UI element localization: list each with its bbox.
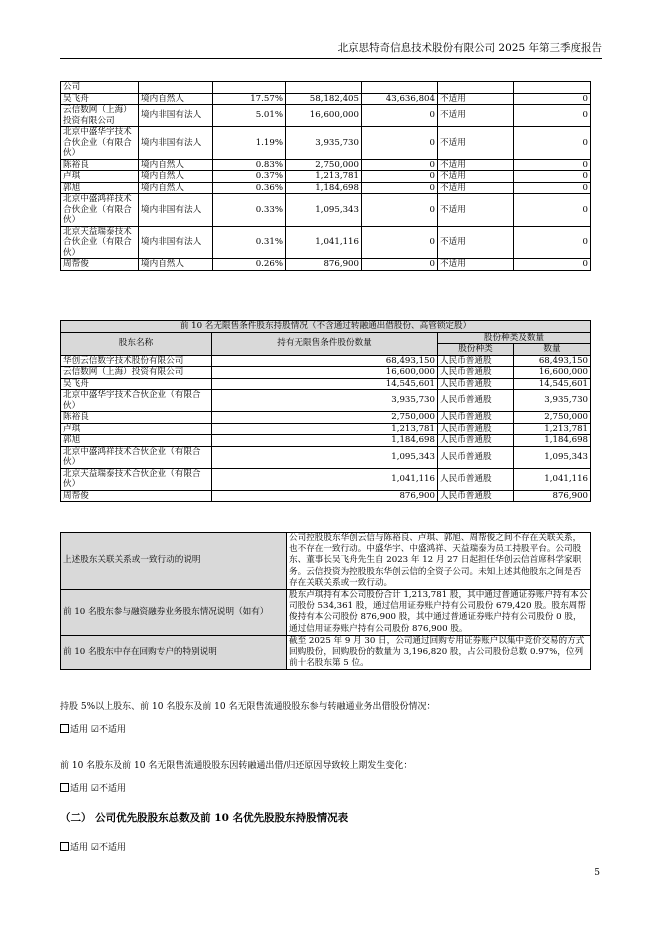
unrestricted-shares: 14,545,601 bbox=[212, 378, 438, 390]
pledge-quantity: 0 bbox=[514, 194, 591, 227]
shareholder-name: 北京中盛鸿祥技术合伙企业（有限合伙） bbox=[61, 446, 212, 468]
restricted-shares: 43,636,804 bbox=[362, 93, 438, 105]
unrestricted-shares: 3,935,730 bbox=[212, 390, 438, 412]
checkbox-unchecked-icon bbox=[60, 783, 69, 792]
restricted-shares: 0 bbox=[362, 105, 438, 127]
table-row bbox=[61, 468, 591, 490]
shareholder-name: 公司 bbox=[61, 82, 139, 94]
holding-shares: 2,750,000 bbox=[286, 159, 362, 171]
section-title: （二） 公司优先股股东总数及前 10 名优先股股东持股情况表 bbox=[60, 812, 349, 824]
share-kind: 人民币普通股 bbox=[438, 446, 514, 468]
table-row bbox=[61, 355, 591, 367]
holding-ratio bbox=[213, 82, 286, 94]
unrestricted-shares: 1,213,781 bbox=[212, 423, 438, 435]
table-row bbox=[61, 105, 591, 127]
option-not-apply: 不适用 bbox=[98, 784, 126, 794]
restricted-shares: 0 bbox=[362, 259, 438, 271]
share-quantity: 68,493,150 bbox=[514, 355, 591, 367]
table-row bbox=[61, 490, 591, 502]
holding-shares: 876,900 bbox=[286, 259, 362, 271]
pledge-quantity: 0 bbox=[514, 93, 591, 105]
table-row bbox=[61, 226, 591, 259]
pledge-status: 不适用 bbox=[438, 93, 514, 105]
holding-ratio: 0.37% bbox=[213, 171, 286, 183]
shareholder-name: 陈裕良 bbox=[61, 412, 212, 424]
shareholder-type: 境内非国有法人 bbox=[139, 105, 213, 127]
share-quantity: 2,750,000 bbox=[514, 412, 591, 424]
unrestricted-shares: 876,900 bbox=[212, 490, 438, 502]
share-quantity: 14,545,601 bbox=[514, 378, 591, 390]
option-apply: 适用 bbox=[70, 725, 89, 735]
unrestricted-shares: 2,750,000 bbox=[212, 412, 438, 424]
unrestricted-shares: 68,493,150 bbox=[212, 355, 438, 367]
note-text: 股东卢琪持有本公司股份合计 1,213,781 股，其中通过普通证券账户持有本公司股份 534,361 股，通过信用证券账户持有公司股份 679,420 股。股东周帮俊持有本公司股份 876,900 股，其中通过普通证券账户持有公司股份 0 股，通过信用证券账户持有公司股份 876,900 股。 bbox=[287, 590, 591, 636]
pledge-status: 不适用 bbox=[438, 105, 514, 127]
unrestricted-shareholders-table bbox=[60, 320, 591, 502]
table-row bbox=[61, 378, 591, 390]
restricted-shares: 0 bbox=[362, 226, 438, 259]
table-row bbox=[61, 93, 591, 105]
pledge-status: 不适用 bbox=[438, 194, 514, 227]
col-header-kind: 股份种类 bbox=[438, 344, 514, 356]
share-kind: 人民币普通股 bbox=[438, 378, 514, 390]
holding-shares: 1,095,343 bbox=[286, 194, 362, 227]
table-row bbox=[61, 194, 591, 227]
options-row-1 bbox=[60, 722, 126, 735]
shareholder-name: 卢琪 bbox=[61, 171, 139, 183]
shareholder-name: 郭旭 bbox=[61, 182, 139, 194]
holding-ratio: 0.36% bbox=[213, 182, 286, 194]
notes-table bbox=[60, 532, 591, 670]
holding-ratio: 17.57% bbox=[213, 93, 286, 105]
col-header-shares: 持有无限售条件股份数量 bbox=[212, 332, 438, 355]
restricted-shares: 0 bbox=[362, 171, 438, 183]
share-quantity: 1,213,781 bbox=[514, 423, 591, 435]
holding-shares: 1,041,116 bbox=[286, 226, 362, 259]
table-row bbox=[61, 533, 591, 590]
table-row bbox=[61, 390, 591, 412]
share-kind: 人民币普通股 bbox=[438, 367, 514, 379]
shareholder-type: 境内自然人 bbox=[139, 171, 213, 183]
table-row bbox=[61, 182, 591, 194]
holding-shares: 1,213,781 bbox=[286, 171, 362, 183]
holding-shares: 16,600,000 bbox=[286, 105, 362, 127]
share-quantity: 3,935,730 bbox=[514, 390, 591, 412]
checkbox-checked-icon: ☑ bbox=[90, 784, 99, 794]
checkbox-unchecked-icon bbox=[60, 724, 69, 733]
holding-shares: 1,184,698 bbox=[286, 182, 362, 194]
option-not-apply: 不适用 bbox=[98, 843, 126, 853]
shareholder-type: 境内自然人 bbox=[139, 182, 213, 194]
table-row bbox=[61, 127, 591, 160]
share-quantity: 16,600,000 bbox=[514, 367, 591, 379]
shareholder-type: 境内非国有法人 bbox=[139, 127, 213, 160]
pledge-quantity: 0 bbox=[514, 159, 591, 171]
shareholder-type: 境内自然人 bbox=[139, 93, 213, 105]
options-row-3 bbox=[60, 840, 126, 853]
shareholder-type bbox=[139, 82, 213, 94]
table-row bbox=[61, 82, 591, 94]
pledge-quantity: 0 bbox=[514, 259, 591, 271]
pledge-status: 不适用 bbox=[438, 182, 514, 194]
options-row-2 bbox=[60, 781, 126, 794]
table-row bbox=[61, 446, 591, 468]
shareholder-name: 周帮俊 bbox=[61, 259, 139, 271]
unrestricted-shares: 1,184,698 bbox=[212, 435, 438, 447]
share-kind: 人民币普通股 bbox=[438, 412, 514, 424]
option-apply: 适用 bbox=[70, 784, 89, 794]
para-lending-change: 前 10 名股东及前 10 名无限售流通股股东因转融通出借/归还原因导致较上期发生变化： bbox=[60, 761, 413, 771]
share-kind: 人民币普通股 bbox=[438, 468, 514, 490]
table-row bbox=[61, 590, 591, 636]
restricted-shares: 0 bbox=[362, 194, 438, 227]
checkbox-checked-icon: ☑ bbox=[90, 725, 99, 735]
col-header-kind-group: 股份种类及数量 bbox=[438, 332, 591, 344]
shareholder-name: 华创云信数字技术股份有限公司 bbox=[61, 355, 212, 367]
holding-ratio: 0.31% bbox=[213, 226, 286, 259]
holding-ratio: 0.33% bbox=[213, 194, 286, 227]
shareholder-type: 境内非国有法人 bbox=[139, 194, 213, 227]
shareholder-name: 北京中盛华宇技术合伙企业（有限合伙） bbox=[61, 390, 212, 412]
shareholder-name: 周帮俊 bbox=[61, 490, 212, 502]
shareholder-name: 云信数网（上海）投资有限公司 bbox=[61, 367, 212, 379]
shareholder-name: 吴飞舟 bbox=[61, 378, 212, 390]
note-text: 截至 2025 年 9 月 30 日，公司通过回购专用证券账户以集中竞价交易的方式回购股份，回购股份的数量为 3,196,820 股，占公司股份总数 0.97%，位列前十名股东第 5 位。 bbox=[287, 635, 591, 670]
share-kind: 人民币普通股 bbox=[438, 490, 514, 502]
pledge-status: 不适用 bbox=[438, 159, 514, 171]
shareholder-name: 云信数网（上海）投资有限公司 bbox=[61, 105, 139, 127]
checkbox-unchecked-icon bbox=[60, 842, 69, 851]
pledge-status: 不适用 bbox=[438, 226, 514, 259]
table-row bbox=[61, 435, 591, 447]
pledge-status: 不适用 bbox=[438, 127, 514, 160]
unrestricted-shares: 1,041,116 bbox=[212, 468, 438, 490]
note-label: 上述股东关联关系或一致行动的说明 bbox=[61, 533, 287, 590]
table-row bbox=[61, 171, 591, 183]
shareholder-type: 境内自然人 bbox=[139, 259, 213, 271]
holding-ratio: 1.19% bbox=[213, 127, 286, 160]
table-row bbox=[61, 635, 591, 670]
para-securities-lending: 持股 5%以上股东、前 10 名股东及前 10 名无限售流通股股东参与转融通业务出借股份情况： bbox=[60, 702, 436, 712]
pledge-status: 不适用 bbox=[438, 171, 514, 183]
note-text: 公司控股股东华创云信与陈裕良、卢琪、郭旭、周帮俊之间不存在关联关系，也不存在一致行动。中盛华宇、中盛鸿祥、天益瑞泰为员工持股平台。公司股东、董事长吴飞舟先生自 2023 年 12 月 27 日起担任华创云信首席科学家职务。云信投资为控股股东华创云信的全资子公司。未知上述其他股东之间是否存在关联关系或一致行动。 bbox=[287, 533, 591, 590]
table-row bbox=[61, 412, 591, 424]
pledge-quantity: 0 bbox=[514, 171, 591, 183]
share-quantity: 876,900 bbox=[514, 490, 591, 502]
unrestricted-shares: 16,600,000 bbox=[212, 367, 438, 379]
checkbox-checked-icon: ☑ bbox=[90, 843, 99, 853]
holding-shares bbox=[286, 82, 362, 94]
pledge-quantity: 0 bbox=[514, 226, 591, 259]
holding-ratio: 0.26% bbox=[213, 259, 286, 271]
share-kind: 人民币普通股 bbox=[438, 390, 514, 412]
pledge-status bbox=[438, 82, 514, 94]
shareholder-name: 吴飞舟 bbox=[61, 93, 139, 105]
restricted-shares: 0 bbox=[362, 127, 438, 160]
shareholder-name: 卢琪 bbox=[61, 423, 212, 435]
pledge-quantity bbox=[514, 82, 591, 94]
unrestricted-shares: 1,095,343 bbox=[212, 446, 438, 468]
share-quantity: 1,184,698 bbox=[514, 435, 591, 447]
top10-shareholders-table bbox=[60, 81, 591, 271]
share-kind: 人民币普通股 bbox=[438, 355, 514, 367]
shareholder-name: 陈裕良 bbox=[61, 159, 139, 171]
restricted-shares: 0 bbox=[362, 159, 438, 171]
pledge-quantity: 0 bbox=[514, 105, 591, 127]
share-kind: 人民币普通股 bbox=[438, 423, 514, 435]
col-header-name: 股东名称 bbox=[61, 332, 212, 355]
holding-shares: 3,935,730 bbox=[286, 127, 362, 160]
shareholder-name: 北京天益瑞泰技术合伙企业（有限合伙） bbox=[61, 226, 139, 259]
shareholder-name: 郭旭 bbox=[61, 435, 212, 447]
option-apply: 适用 bbox=[70, 843, 89, 853]
shareholder-name: 北京中盛鸿祥技术合伙企业（有限合伙） bbox=[61, 194, 139, 227]
holding-ratio: 0.83% bbox=[213, 159, 286, 171]
table-row bbox=[61, 259, 591, 271]
col-header-qty: 数量 bbox=[514, 344, 591, 356]
note-label: 前 10 名股东中存在回购专户的特别说明 bbox=[61, 635, 287, 670]
share-kind: 人民币普通股 bbox=[438, 435, 514, 447]
pledge-quantity: 0 bbox=[514, 127, 591, 160]
shareholder-type: 境内非国有法人 bbox=[139, 226, 213, 259]
share-quantity: 1,041,116 bbox=[514, 468, 591, 490]
shareholder-name: 北京天益瑞泰技术合伙企业（有限合伙） bbox=[61, 468, 212, 490]
pledge-status: 不适用 bbox=[438, 259, 514, 271]
note-label: 前 10 名股东参与融资融券业务股东情况说明（如有） bbox=[61, 590, 287, 636]
table-row bbox=[61, 367, 591, 379]
restricted-shares bbox=[362, 82, 438, 94]
share-quantity: 1,095,343 bbox=[514, 446, 591, 468]
option-not-apply: 不适用 bbox=[98, 725, 126, 735]
unrestricted-title: 前 10 名无限售条件股东持股情况（不含通过转融通出借股份、高管锁定股） bbox=[61, 321, 591, 333]
page-number: 5 bbox=[594, 868, 600, 878]
table-row bbox=[61, 423, 591, 435]
holding-shares: 58,182,405 bbox=[286, 93, 362, 105]
pledge-quantity: 0 bbox=[514, 182, 591, 194]
shareholder-name: 北京中盛华宇技术合伙企业（有限合伙） bbox=[61, 127, 139, 160]
restricted-shares: 0 bbox=[362, 182, 438, 194]
table-row bbox=[61, 159, 591, 171]
page-header: 北京思特奇信息技术股份有限公司 2025 年第三季度报告 bbox=[60, 40, 602, 59]
holding-ratio: 5.01% bbox=[213, 105, 286, 127]
shareholder-type: 境内自然人 bbox=[139, 159, 213, 171]
